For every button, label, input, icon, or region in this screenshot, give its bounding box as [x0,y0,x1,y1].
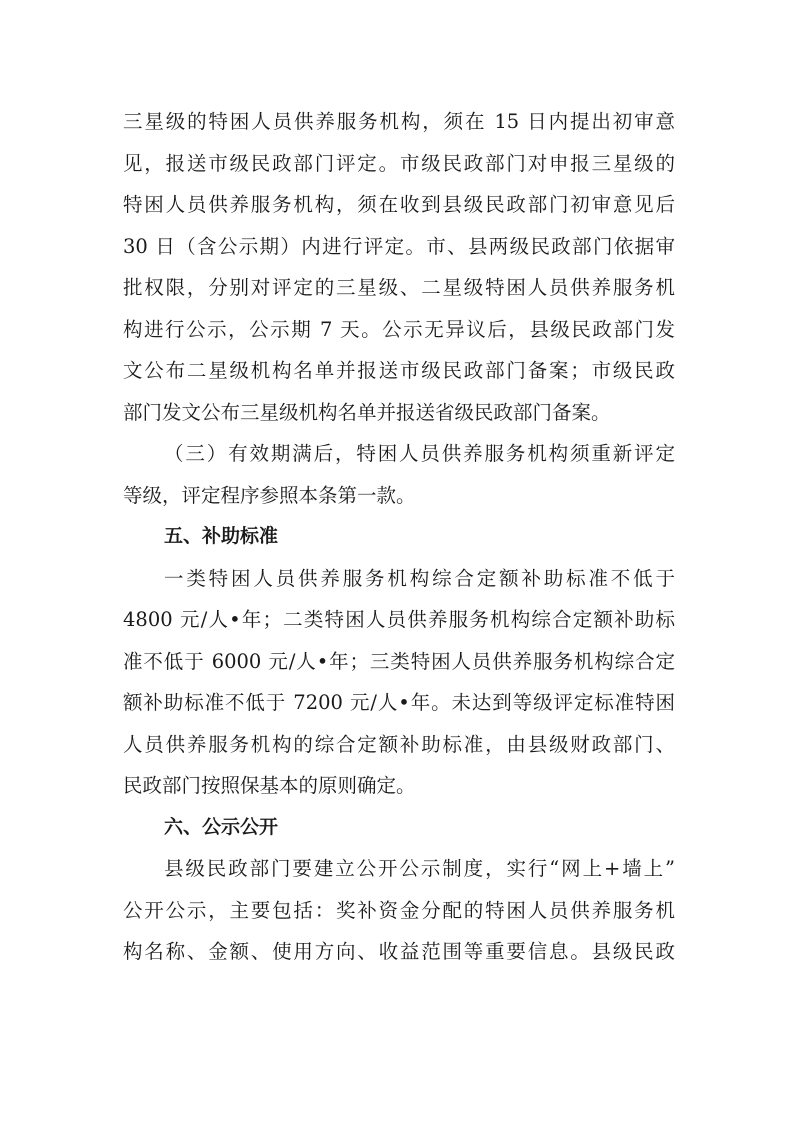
document-body [123,101,675,973]
text-line: 30 日（含公示期）内进行评定。市、县两级民政部门依据审 [123,234,675,258]
text-line: 见，报送市级民政部门评定。市级民政部门对申报三星级的 [123,151,675,175]
text-line: 构进行公示，公示期 7 天。公示无异议后，县级民政部门发 [123,317,675,341]
text-line: 准不低于 6000 元/人•年；三类特困人员供养服务机构综合定 [123,649,675,673]
section-heading: 五、补助标准 [164,525,279,547]
text-line: 三星级的特困人员供养服务机构，须在 15 日内提出初审意 [123,110,675,133]
text-line: 县级民政部门要建立公开公示制度，实行“网上+墙上” [164,857,675,880]
text-line: 民政部门按照保基本的原则确定。 [123,774,416,797]
text-line: 批权限，分别对评定的三星级、二星级特困人员供养服务机 [123,276,675,299]
text-line: 部门发文公布三星级机构名单并报送省级民政部门备案。 [123,400,611,424]
text-line: 等级，评定程序参照本条第一款。 [123,483,416,507]
text-line: 人员供养服务机构的综合定额补助标准，由县级财政部门、 [123,732,675,756]
section-heading: 六、公示公开 [164,815,279,838]
text-line: 额补助标准不低于 7200 元/人•年。未达到等级评定标准特困 [123,691,675,714]
text-line: 构名称、金额、使用方向、收益范围等重要信息。县级民政 [123,940,675,963]
text-line: （三）有效期满后，特困人员供养服务机构须重新评定 [164,442,675,465]
text-line: 4800 元/人•年；二类特困人员供养服务机构综合定额补助标 [123,608,675,631]
text-line: 文公布二星级机构名单并报送市级民政部门备案；市级民政 [123,359,675,382]
text-line: 一类特困人员供养服务机构综合定额补助标准不低于 [164,566,675,590]
text-line: 特困人员供养服务机构，须在收到县级民政部门初审意见后 [123,193,675,216]
text-line: 公开公示，主要包括：奖补资金分配的特困人员供养服务机 [123,898,675,922]
